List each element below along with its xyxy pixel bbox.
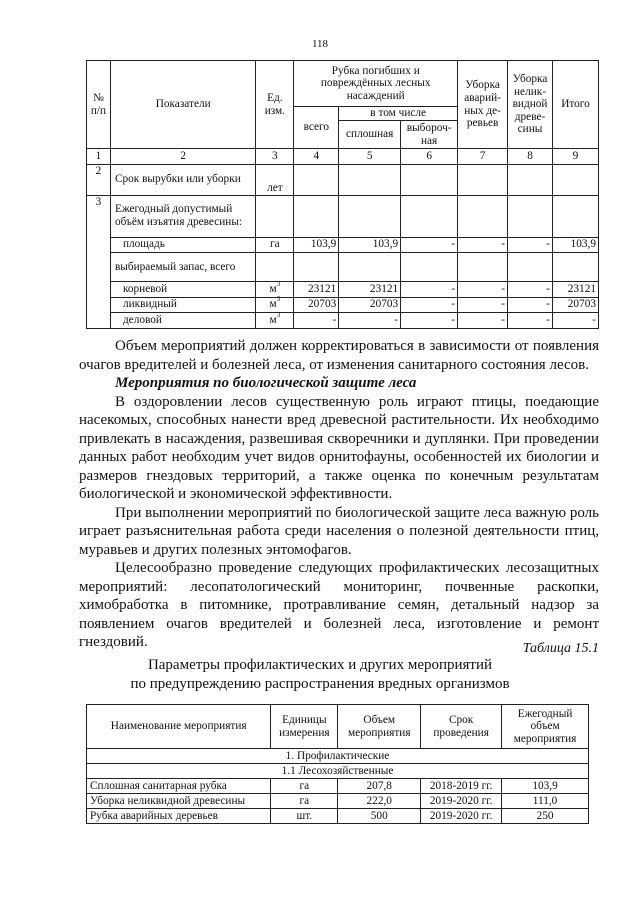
table-row xyxy=(87,779,589,794)
table-row xyxy=(87,253,599,282)
row-unit: $м^3$ xyxy=(256,282,294,298)
cell-value: - xyxy=(458,282,508,298)
cell-value: - xyxy=(401,297,458,313)
col-number: 9 xyxy=(553,149,599,165)
header-name: Наименование мероприятия xyxy=(87,705,271,749)
table-row xyxy=(87,282,599,298)
header-annual: Ежегодный объем мероприятия xyxy=(502,705,589,749)
cell-value: - xyxy=(508,237,553,253)
table-row xyxy=(87,794,589,809)
section-heading: Мероприятия по биологической защите леса xyxy=(115,375,417,391)
measure-volume: 222,0 xyxy=(338,794,421,809)
table-row xyxy=(87,297,599,313)
header-num: № п/п xyxy=(87,61,111,149)
col-number: 4 xyxy=(294,149,339,165)
subsection-row: 1.1 Лесохозяйственные xyxy=(87,764,589,779)
row-label: Срок вырубки или уборки xyxy=(110,164,255,195)
cell-value: - xyxy=(401,313,458,329)
cell-value: 20703 xyxy=(339,297,401,313)
row-label: корневой xyxy=(110,282,255,298)
header-illiquid: Уборка нелик-видной древе-сины xyxy=(508,61,553,149)
row-num: 3 xyxy=(87,195,111,328)
table-title-line: Параметры профилактических и других мероприятий xyxy=(147,657,493,673)
table-row xyxy=(87,313,599,329)
measure-unit: шт. xyxy=(271,809,338,824)
header-solid: сплошная xyxy=(339,121,401,149)
cell-value: 20703 xyxy=(553,297,599,313)
measure-period: 2019-2020 гг. xyxy=(421,794,502,809)
measure-name: Уборка неликвидной древесины xyxy=(87,794,271,809)
header-volume: Объем мероприятия xyxy=(338,705,421,749)
table-row xyxy=(87,809,589,824)
cell-value: - xyxy=(458,237,508,253)
measure-annual: 111,0 xyxy=(502,794,589,809)
table-label: Таблица 15.1 xyxy=(522,641,599,656)
col-number: 1 xyxy=(87,149,111,165)
header-period: Срок проведения xyxy=(421,705,502,749)
table-title xyxy=(0,656,640,694)
col-number: 5 xyxy=(339,149,401,165)
measure-annual: 250 xyxy=(502,809,589,824)
cell-value: 20703 xyxy=(294,297,339,313)
cell-value: 23121 xyxy=(294,282,339,298)
row-unit: $м^3$ xyxy=(256,297,294,313)
header-emergency: Уборка аварий-ных де-ревьев xyxy=(458,61,508,149)
measure-volume: 207,8 xyxy=(338,779,421,794)
row-label: площадь xyxy=(110,237,255,253)
measure-annual: 103,9 xyxy=(502,779,589,794)
section-row: 1. Профилактические xyxy=(87,749,589,764)
cell-value: 103,9 xyxy=(294,237,339,253)
row-label: Ежегодный допустимый объём изъятия древесины: xyxy=(110,195,255,237)
row-unit: лет xyxy=(256,164,294,195)
col-number: 7 xyxy=(458,149,508,165)
measure-volume: 500 xyxy=(338,809,421,824)
paragraph: Целесообразно проведение следующих профилактических лесозащитных мероприятий: лесопатологический мониторинг, почвенные раскопки, химобработка в питомнике, протравливание семян, детальный надзор за появлением очагов вредителей и болезней леса, изготовление и ремонт гнездовий. xyxy=(79,560,599,650)
cell-value: - xyxy=(458,297,508,313)
table-title-line: по предупреждению распространения вредных организмов xyxy=(130,676,510,692)
row-label: деловой xyxy=(110,313,255,329)
row-unit: га xyxy=(256,237,294,253)
forest-cutting-table xyxy=(86,60,599,329)
cell-value: - xyxy=(401,282,458,298)
row-unit: $м^3$ xyxy=(256,313,294,329)
header-cutting: Рубка погибших и повреждённых лесных насаждений xyxy=(294,61,458,107)
table-row xyxy=(87,237,599,253)
cell-value: - xyxy=(508,313,553,329)
measure-unit: га xyxy=(271,794,338,809)
paragraph: Объем мероприятий должен корректироваться в зависимости от появления очагов вредителей и болезней леса, от изменения санитарного состояния лесов. xyxy=(79,338,599,373)
cell-value: 103,9 xyxy=(339,237,401,253)
page-number: 118 xyxy=(311,38,329,50)
paragraph: При выполнении мероприятий по биологической защите леса важную роль играет разъяснительная работа среди населения о полезной деятельности птиц, муравьев и других полезных энтомофагов. xyxy=(79,504,599,558)
col-number: 6 xyxy=(401,149,458,165)
cell-value: 103,9 xyxy=(553,237,599,253)
measure-period: 2018-2019 гг. xyxy=(421,779,502,794)
column-numbers-row xyxy=(87,149,599,165)
table-row xyxy=(87,195,599,237)
cell-value: - xyxy=(508,297,553,313)
col-number: 2 xyxy=(110,149,255,165)
cell-value: - xyxy=(458,313,508,329)
measure-name: Рубка аварийных деревьев xyxy=(87,809,271,824)
header-including: в том числе xyxy=(339,107,458,121)
cell-value: - xyxy=(508,282,553,298)
cell-value: 23121 xyxy=(553,282,599,298)
measures-table xyxy=(86,704,589,824)
cell-value: - xyxy=(294,313,339,329)
col-number: 3 xyxy=(256,149,294,165)
measure-name: Сплошная санитарная рубка xyxy=(87,779,271,794)
row-num: 2 xyxy=(87,164,111,195)
row-label: выбираемый запас, всего xyxy=(110,253,255,282)
paragraph: В оздоровлении лесов существенную роль играют птицы, поедающие насекомых, способных нанести вред древесной растительности. Их необходимо привлекать в насаждения, развешивая скворечники и дуплянки. При проведении данных работ необходим учет видов орнитофауны, особенностей их биологии и размеров гнездовых территорий, а также оценка по конечным результатам биологической и экономической эффективности. xyxy=(79,393,599,502)
header-total: Итого xyxy=(553,61,599,149)
header-indicators: Показатели xyxy=(110,61,255,149)
table-row xyxy=(87,164,599,195)
cell-value: - xyxy=(401,237,458,253)
measure-period: 2019-2020 гг. xyxy=(421,809,502,824)
header-unit: Ед. изм. xyxy=(256,61,294,149)
header-selective: выбороч-ная xyxy=(401,121,458,149)
cell-value: 23121 xyxy=(339,282,401,298)
header-unit: Единицы измерения xyxy=(271,705,338,749)
cell-value: - xyxy=(553,313,599,329)
row-label: ликвидный xyxy=(110,297,255,313)
header-total-all: всего xyxy=(294,107,339,149)
body-text xyxy=(79,337,599,652)
cell-value: - xyxy=(339,313,401,329)
measure-unit: га xyxy=(271,779,338,794)
col-number: 8 xyxy=(508,149,553,165)
